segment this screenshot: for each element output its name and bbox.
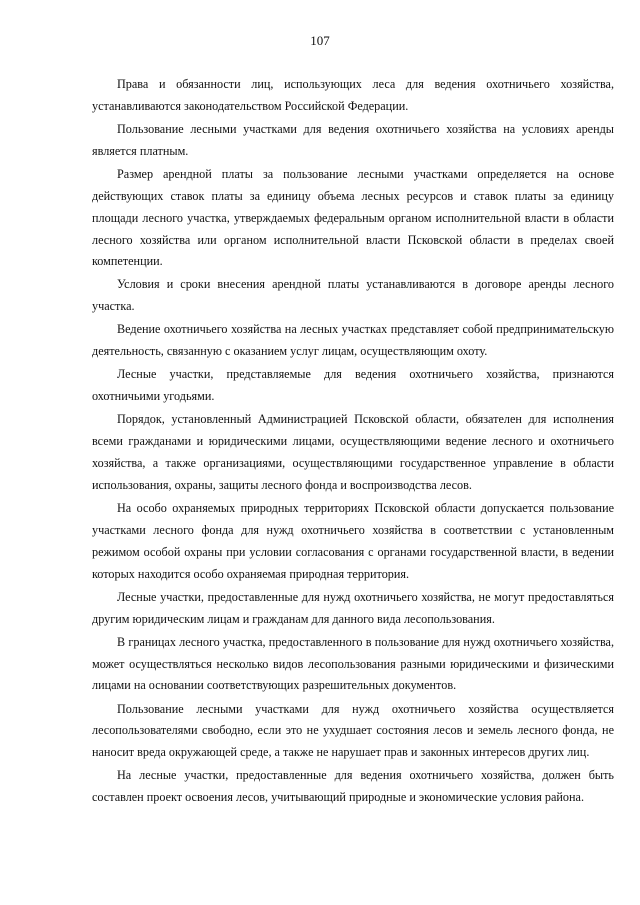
paragraph-rent-terms: Условия и сроки внесения арендной платы устанавливаются в договоре аренды лесного участка. — [92, 277, 614, 314]
paragraph-lease-paid: Пользование лесными участками для ведения охотничьего хозяйства на условиях аренды является платным. — [92, 121, 614, 158]
paragraph-multiple-uses: В границах лесного участка, предоставленного в пользование для нужд охотничьего хозяйства, может осуществляться несколько видов лесопользования разными юридическими и физическими лицами на основании соответствующих разрешительных документов. — [92, 634, 614, 693]
paragraph-protected-areas: На особо охраняемых природных территориях Псковской области допускается пользование участками лесного фонда для нужд охотничьего хозяйства в соответствии с установленным режимом особой охраны при условии согласования с органами государственной власти, в ведении которых находится особо охраняемая природная территория. — [92, 501, 614, 581]
paragraph-hunting-grounds: Лесные участки, представляемые для ведения охотничьего хозяйства, признаются охотничьими угодьями. — [92, 367, 614, 404]
paragraph-hunting-rights: Права и обязанности лиц, использующих леса для ведения охотничьего хозяйства, устанавливаются законодательством Российской Федерации. — [92, 77, 614, 113]
paragraph-rent-amount: Размер арендной платы за пользование лесными участками определяется на основе действующих ставок платы за единицу объема лесных ресурсов и ставок платы за единицу площади лесного участка, утверждаемых федеральным органом исполнительной власти в области лесного хозяйства или органом исполнительной власти Псковской области в пределах своей компетенции. — [92, 166, 614, 269]
body-text — [92, 74, 614, 810]
paragraph-free-use: Пользование лесными участками для нужд охотничьего хозяйства осуществляется лесопользователями свободно, если это не ухудшает состояния лесов и земель лесного фонда, не наносит вреда окружающей среде, а также не нарушает прав и законных интересов других лиц. — [92, 701, 614, 760]
paragraph-administration-order: Порядок, установленный Администрацией Псковской области, обязателен для исполнения всеми гражданами и юридическими лицами, осуществляющими ведение лесного и охотничьего хозяйства, а также организациями, осуществляющими государственное управление в области использования, охраны, защиты лесного фонда и воспроизводства лесов. — [92, 412, 614, 492]
paragraph-development-project: На лесные участки, предоставленные для ведения охотничьего хозяйства, должен быть составлен проект освоения лесов, учитывающий природные и экономические условия района. — [92, 768, 614, 805]
page-number: 107 — [310, 33, 330, 48]
paragraph-no-transfer: Лесные участки, предоставленные для нужд охотничьего хозяйства, не могут предоставляться другим юридическим лицам и гражданам для данного вида лесопользования. — [92, 589, 614, 626]
paragraph-business-activity: Ведение охотничьего хозяйства на лесных участках представляет собой предпринимательскую деятельность, связанную с оказанием услуг лицам, осуществляющим охоту. — [92, 322, 614, 359]
